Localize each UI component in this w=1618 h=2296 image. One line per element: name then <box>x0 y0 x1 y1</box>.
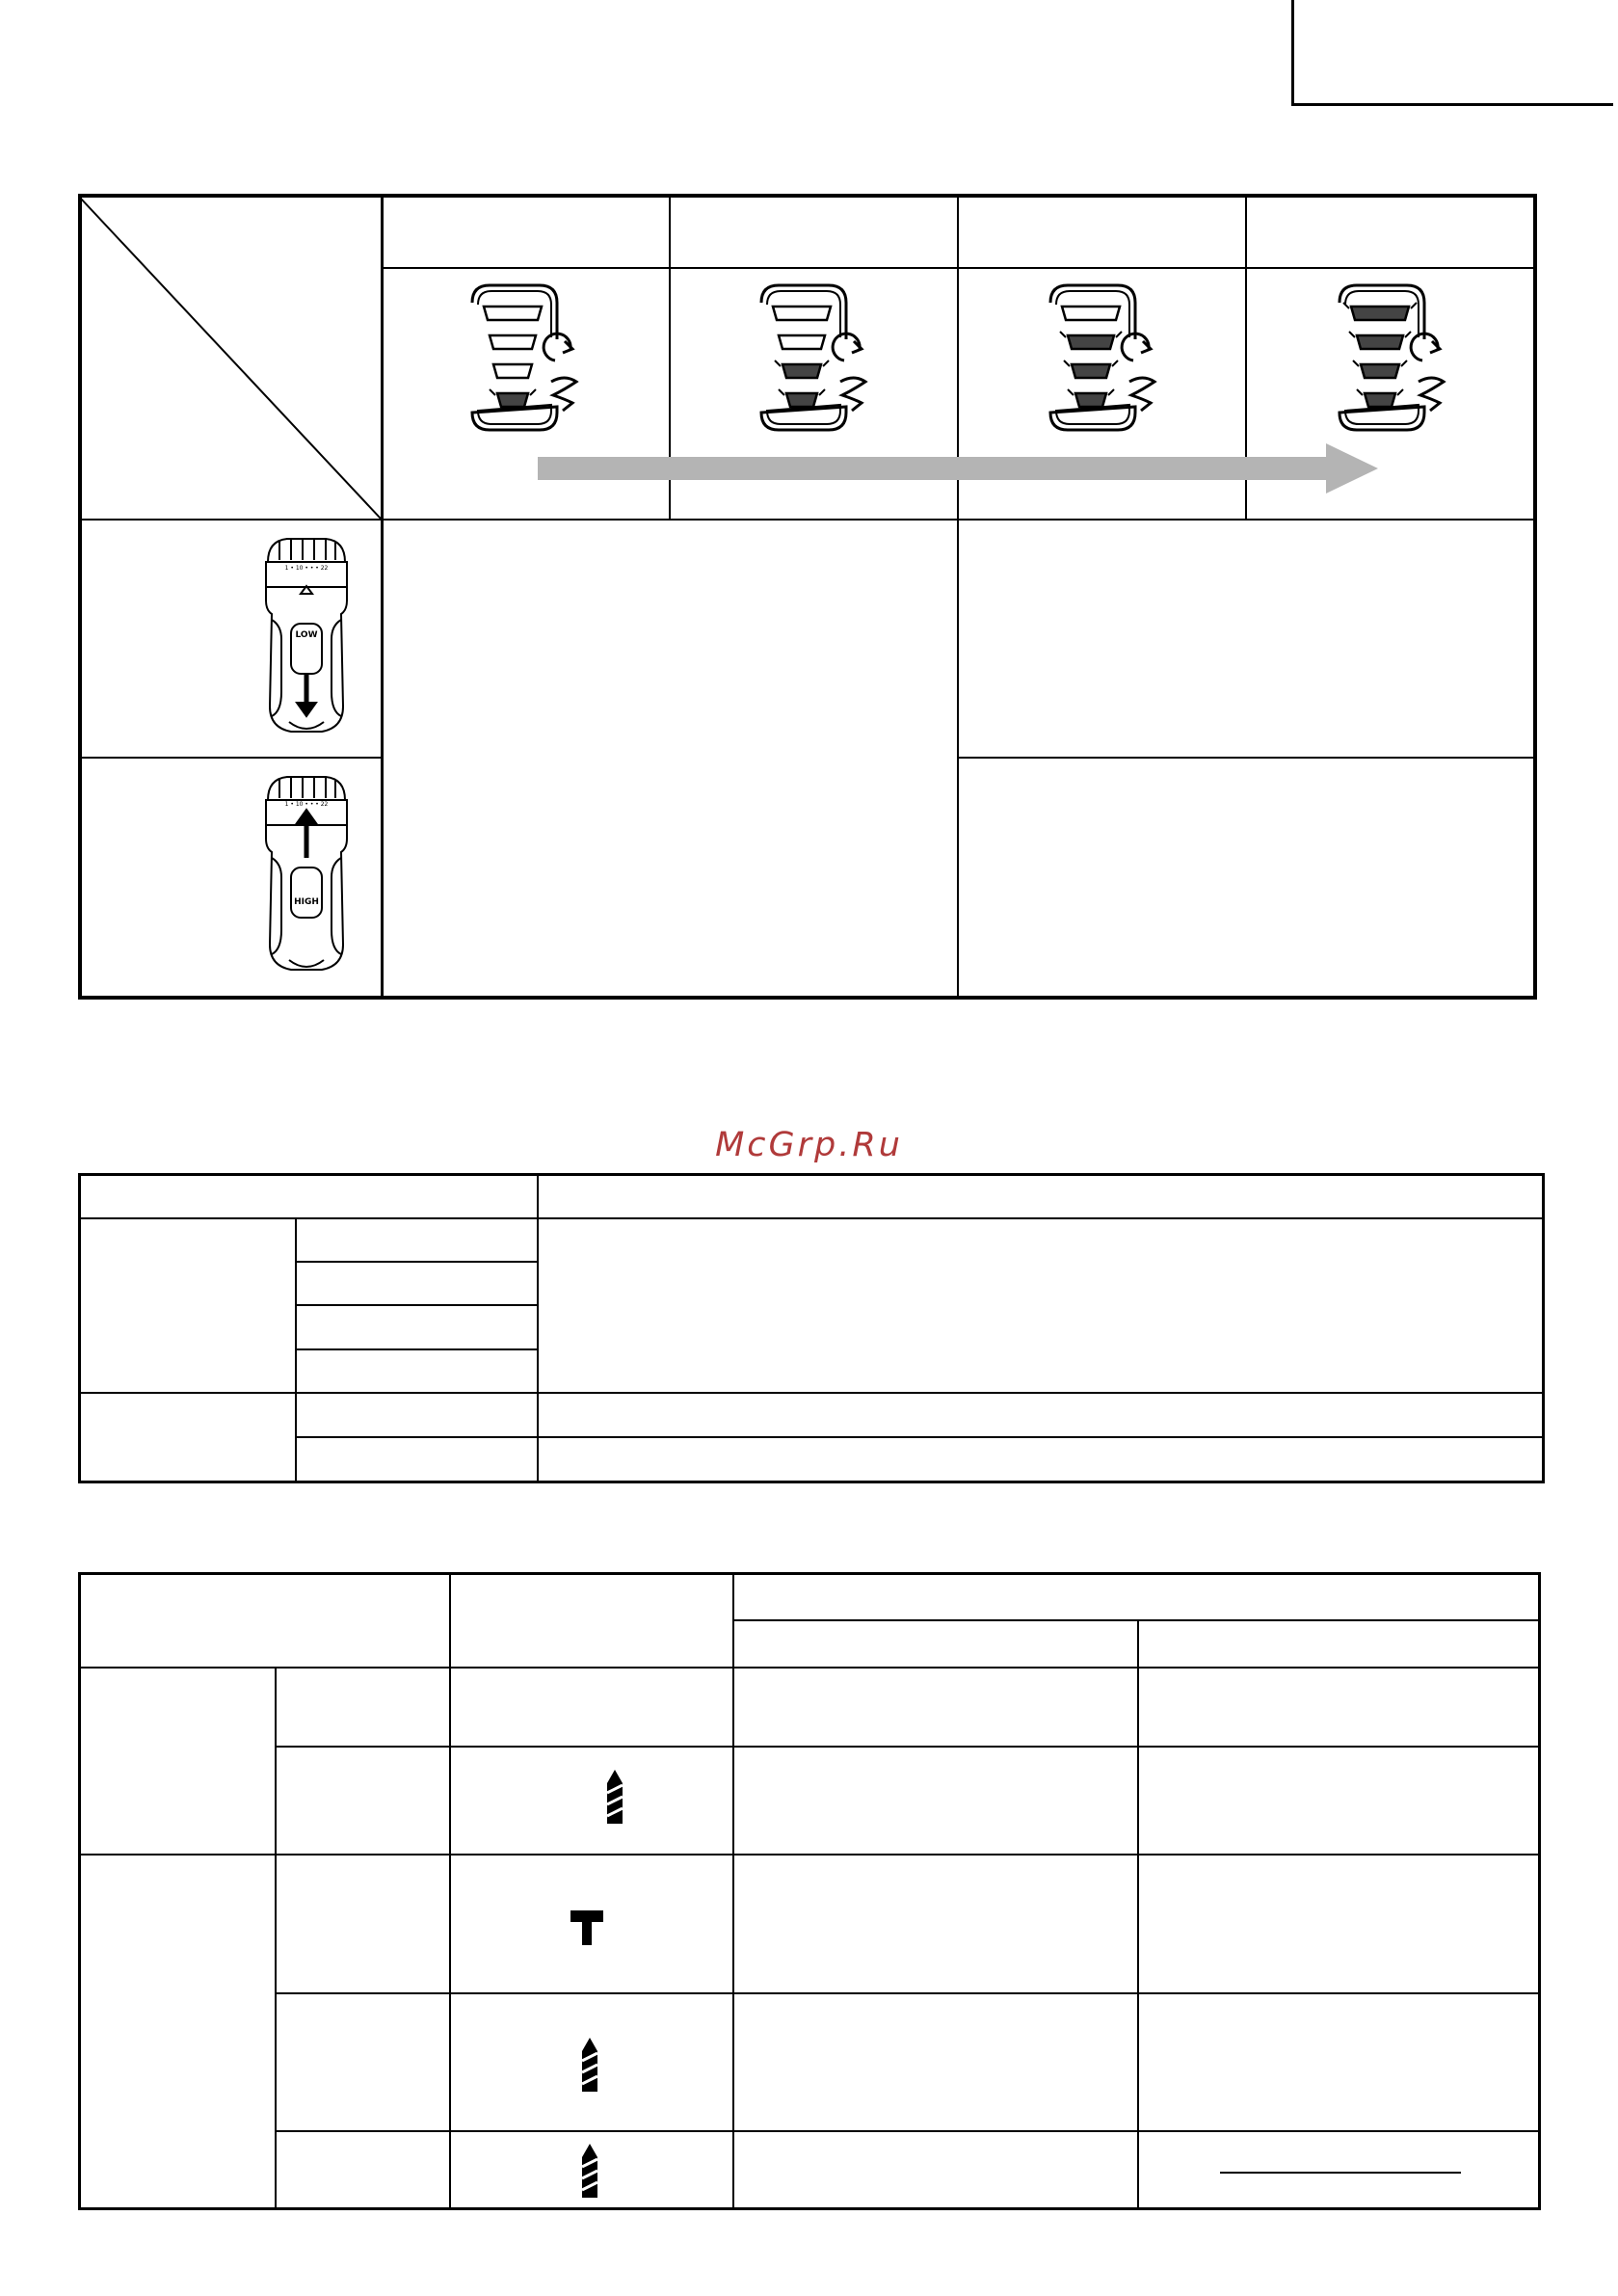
speed-segment <box>1062 307 1120 320</box>
corner-tab-box <box>1291 0 1613 106</box>
speed-segment <box>1361 364 1399 378</box>
drill-high-switch-illustration <box>258 771 355 977</box>
speed-segment <box>1351 307 1409 320</box>
drill-bit-icon <box>580 2036 599 2094</box>
speed-segment <box>786 393 817 407</box>
speed-segment <box>1072 364 1110 378</box>
speed-indicator-level-3 <box>1041 281 1176 436</box>
high-switch-label: HIGH <box>294 897 319 907</box>
speed-segment <box>484 307 542 320</box>
watermark-text: McGrp.Ru <box>715 1126 903 1164</box>
speed-segment <box>497 393 528 407</box>
speed-indicator-level-2 <box>752 281 887 436</box>
speed-indicator-level-1 <box>463 281 597 436</box>
high-clutch-scale: 1 • 10 • • • 22 <box>284 801 329 808</box>
speed-indicator-level-4 <box>1330 281 1465 436</box>
drill-low-switch-illustration <box>258 533 355 739</box>
speed-segment <box>493 364 532 378</box>
drill-bit-icon <box>580 2142 599 2200</box>
speed-segment <box>1068 335 1114 349</box>
low-switch-label: LOW <box>295 630 318 640</box>
speed-segment <box>773 307 831 320</box>
empty-value-line <box>1220 2172 1461 2174</box>
hammer-icon <box>570 1910 603 1945</box>
speed-segment <box>779 335 825 349</box>
low-clutch-scale: 1 • 10 • • • 22 <box>284 565 329 572</box>
header-diagonal <box>80 198 381 519</box>
speed-segment <box>1365 393 1395 407</box>
speed-segment <box>1075 393 1106 407</box>
speed-segment <box>490 335 536 349</box>
increasing-speed-arrow-icon <box>538 443 1378 501</box>
speed-segment <box>782 364 821 378</box>
drill-bit-icon <box>605 1768 624 1826</box>
speed-segment <box>1357 335 1403 349</box>
